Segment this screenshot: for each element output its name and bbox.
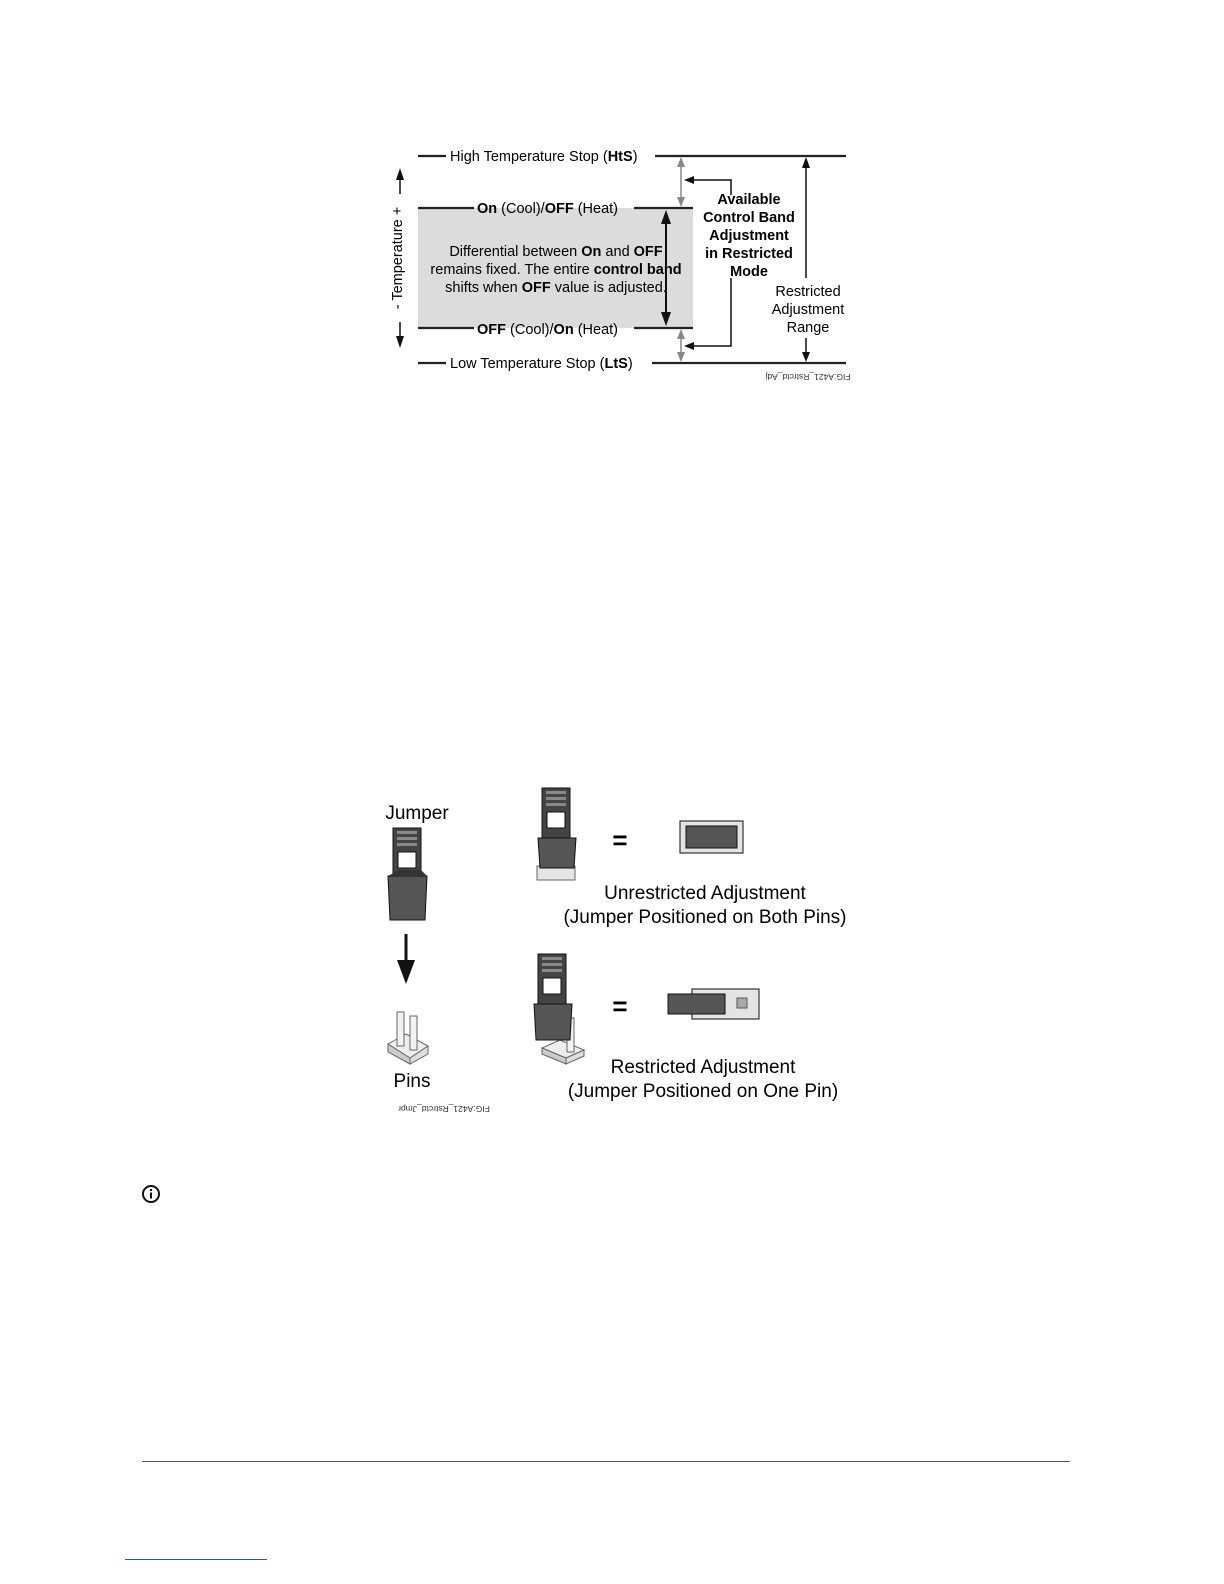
restricted-adjustment-diagram <box>380 135 860 390</box>
lts-label: Low Temperature Stop (LtS) <box>450 356 633 372</box>
jumper-on-both-pins-icon <box>537 788 576 880</box>
temperature-axis-label: - Temperature + <box>390 206 406 310</box>
equals-sign-restricted: = <box>612 991 628 1021</box>
differential-text-line-3: shifts when OFF value is adjusted. <box>445 280 667 296</box>
available-control-band-label <box>703 192 795 280</box>
jumper-both-pins-top-view-icon <box>680 821 743 853</box>
unrestricted-label-line-2: (Jumper Positioned on Both Pins) <box>563 907 847 928</box>
unrestricted-label-line-1: Unrestricted Adjustment <box>604 883 806 904</box>
restricted-label-line-1: Restricted Adjustment <box>610 1057 796 1078</box>
footer-divider <box>142 1461 1070 1462</box>
svg-text:Mode: Mode <box>730 264 768 280</box>
figure-1-id: FIG:A421_Rstrctd_Adj <box>765 372 851 382</box>
differential-text-line-1: Differential between On and OFF <box>449 244 663 260</box>
jumper-icon <box>388 828 427 920</box>
svg-text:Range: Range <box>786 320 830 336</box>
info-circle-icon <box>140 1183 162 1205</box>
equals-sign-unrestricted: = <box>612 825 628 855</box>
on-cool-off-heat-label: On (Cool)/OFF (Heat) <box>477 201 619 217</box>
jumper-position-diagram <box>370 780 870 1120</box>
svg-text:Control Band: Control Band <box>703 210 795 226</box>
differential-text-line-2: remains fixed. The entire control band <box>430 262 682 278</box>
pins-icon <box>388 1012 428 1064</box>
restricted-adjustment-range-label <box>772 284 845 336</box>
jumper-one-pin-top-view-icon <box>668 989 759 1019</box>
svg-text:in Restricted: in Restricted <box>705 246 793 262</box>
hts-label: High Temperature Stop (HtS) <box>450 149 638 165</box>
figure-2-id: FIG:A421_Rstrctd_Jmpr <box>398 1104 490 1114</box>
jumper-on-one-pin-icon <box>534 954 584 1064</box>
svg-text:Adjustment: Adjustment <box>709 228 789 244</box>
pins-label: Pins <box>393 1071 431 1092</box>
svg-text:Adjustment: Adjustment <box>771 302 845 318</box>
footer-link-underline[interactable] <box>125 1559 267 1560</box>
jumper-label: Jumper <box>385 803 449 824</box>
svg-text:Available: Available <box>717 192 781 208</box>
off-cool-on-heat-label: OFF (Cool)/On (Heat) <box>477 322 619 338</box>
restricted-label-line-2: (Jumper Positioned on One Pin) <box>567 1081 839 1102</box>
svg-text:Restricted: Restricted <box>775 284 841 300</box>
